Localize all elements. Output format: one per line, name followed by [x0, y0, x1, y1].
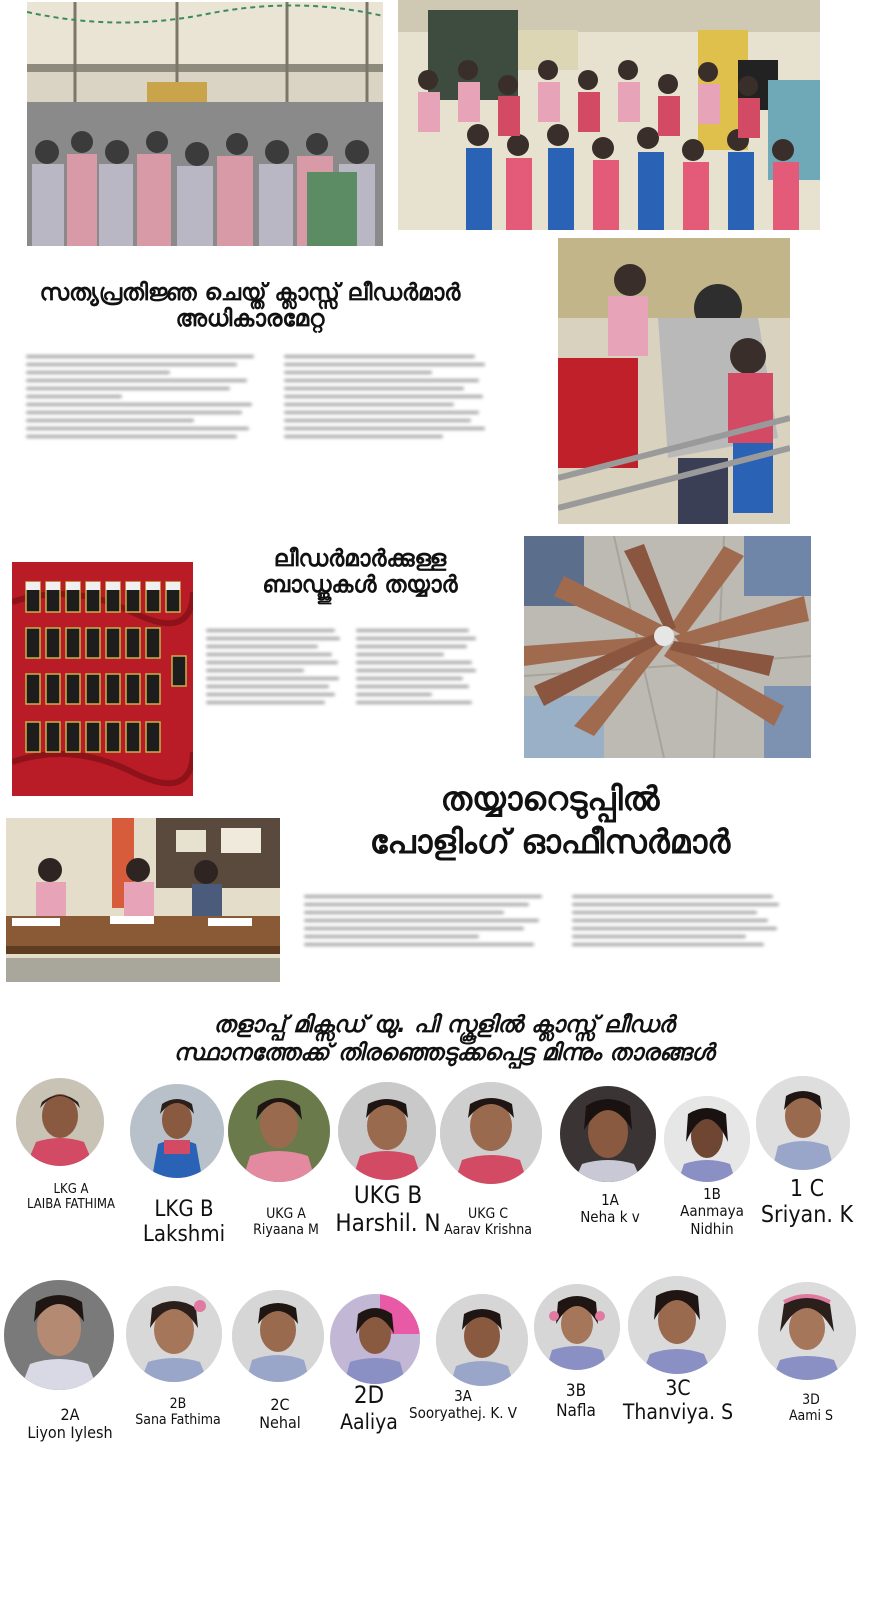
headline-polling-line2: പോളിംഗ് ഓഫീസർമാർ	[369, 821, 731, 861]
headline-oath	[20, 280, 480, 333]
portrait-3a	[436, 1294, 528, 1386]
leader-name: Nehal	[259, 1413, 301, 1433]
portrait-2a	[4, 1280, 114, 1390]
assembly-photo	[27, 2, 383, 246]
leader-name: Aanmaya Nidhin	[680, 1202, 744, 1238]
blurred-article-1	[26, 350, 496, 495]
badge-pinning-photo	[558, 238, 790, 524]
leader-label-ukg-c	[440, 1206, 536, 1238]
portrait-2d	[330, 1294, 420, 1384]
leader-name: Nafla	[556, 1400, 596, 1421]
leaders-caption-line2: സ്ഥാനത്തേക്ക് തിരഞ്ഞെടുക്കപ്പെട്ട മിന്നും താരങ്ങൾ	[173, 1039, 715, 1066]
leader-class: 1A	[601, 1191, 619, 1209]
headline-oath-line2: അധികാരമേറ്റ	[175, 306, 325, 333]
portrait-lkg-a	[16, 1078, 104, 1166]
leader-label-1c	[756, 1176, 858, 1229]
leader-class: 3C	[665, 1376, 691, 1400]
portrait-lkg-b	[130, 1084, 224, 1178]
leader-label-lkg-b	[134, 1197, 234, 1248]
leader-label-2a	[6, 1406, 134, 1443]
polling-officers-photo	[6, 818, 280, 982]
headline-badges	[210, 546, 510, 599]
leader-class: LKG A	[53, 1182, 89, 1197]
leader-class: 1B	[703, 1185, 721, 1203]
headline-oath-line1: സത്യപ്രതിജ്ഞ ചെയ്ത് ക്ലാസ്സ് ലീഡർമാർ	[39, 280, 461, 306]
leader-name: Sriyan. K	[760, 1202, 854, 1229]
leader-name: Aami S	[788, 1408, 834, 1425]
leader-label-3a	[402, 1388, 524, 1423]
leader-name: Harshil. N	[335, 1208, 441, 1237]
portrait-ukg-a	[228, 1080, 330, 1182]
leader-label-ukg-b	[334, 1182, 442, 1237]
portrait-2b	[126, 1286, 222, 1382]
leader-name: Aarav Krishna	[444, 1222, 532, 1239]
headline-polling	[330, 778, 770, 864]
leader-name: Sana Fathima	[135, 1412, 221, 1429]
leaders-caption-line1: തളാപ്പ് മിക്സഡ് യു. പി സ്കൂളിൽ ക്ലാസ്സ് ലീഡർ	[213, 1012, 675, 1038]
portrait-1c	[756, 1076, 850, 1170]
leader-label-3d	[768, 1392, 854, 1424]
leader-class: UKG A	[266, 1206, 306, 1222]
leader-name: Liyon Iylesh	[27, 1423, 113, 1443]
leader-class: 1 C	[789, 1176, 825, 1202]
leader-class: LKG B	[154, 1197, 214, 1222]
leader-class: 2C	[270, 1395, 290, 1414]
leader-class: 3B	[565, 1381, 587, 1401]
leader-class: 3A	[454, 1387, 472, 1405]
leader-class: UKG C	[467, 1206, 509, 1222]
headline-badges-line2: ബാഡ്ജുകൾ തയ്യാർ	[262, 572, 458, 599]
leader-label-2c	[234, 1396, 326, 1433]
leader-label-lkg-a	[22, 1183, 120, 1213]
portrait-2c	[232, 1290, 324, 1382]
leader-name: Sooryathej. K. V	[409, 1404, 517, 1423]
leader-name: Riyaana M	[253, 1222, 319, 1239]
leader-name: Thanviya. S	[622, 1400, 734, 1425]
leader-class: UKG B	[353, 1181, 423, 1209]
leader-label-1b	[662, 1186, 762, 1238]
blurred-article-2	[206, 624, 482, 762]
headline-badges-line1: ലീഡർമാർക്കുള്ള	[273, 546, 447, 572]
leader-class: 3D	[802, 1392, 820, 1408]
leader-name: Aaliya	[340, 1409, 398, 1434]
blurred-article-3	[304, 890, 790, 985]
leader-class: 2D	[353, 1381, 385, 1409]
leader-label-1a	[560, 1192, 660, 1227]
portrait-1b	[664, 1096, 750, 1182]
portrait-3b	[534, 1284, 620, 1370]
leader-name: Neha k v	[580, 1208, 640, 1227]
leader-class: 2B	[169, 1396, 187, 1412]
leader-label-3c	[620, 1376, 736, 1424]
leader-name: Lakshmi	[142, 1222, 226, 1248]
headline-polling-line1: തയ്യാറെടുപ്പിൽ	[440, 779, 660, 818]
portrait-ukg-c	[440, 1082, 542, 1184]
hands-together-photo	[524, 536, 811, 758]
oath-photo	[398, 0, 820, 230]
leader-name: LAIBA FATHIMA	[27, 1196, 115, 1212]
leader-label-3b	[536, 1382, 616, 1421]
leader-class: 2A	[60, 1405, 80, 1424]
portrait-ukg-b	[338, 1082, 436, 1180]
portrait-1a	[560, 1086, 656, 1182]
leader-label-2b	[130, 1396, 226, 1428]
portrait-3c	[628, 1276, 726, 1374]
leaders-caption	[20, 1012, 868, 1067]
badges-photo	[12, 562, 193, 796]
leader-label-ukg-a	[238, 1206, 334, 1238]
portrait-3d	[758, 1282, 856, 1380]
